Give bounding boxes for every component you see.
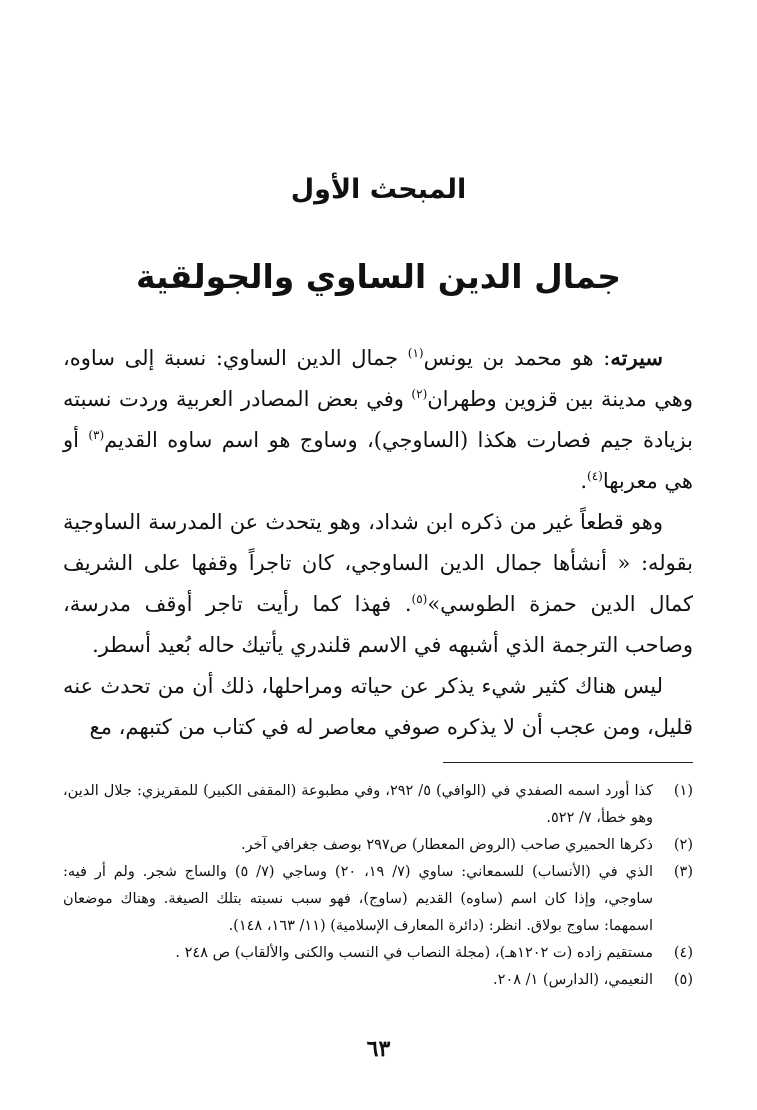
footnote-item	[63, 778, 693, 832]
chapter-title: جمال الدين الساوي والجولقية	[136, 257, 621, 296]
paragraph-biography	[63, 337, 693, 502]
footnote-text: النعيمي، (الدارس) ١/ ٢٠٨.	[493, 972, 653, 988]
text-segment: وفي بعض المصادر العربية وردت نسبته بزيادة جيم فصارت هكذا (الساوجي)، وساوج هو اسم ساوه القديم	[63, 387, 693, 452]
footnote-text: كذا أورد اسمه الصفدي في (الوافي) ٥/ ٢٩٢، وفي مطبوعة (المقفى الكبير) للمقريزي: جلال الدين، وهو خطأ، ٧/ ٥٢٢.	[63, 783, 653, 826]
footnote-number: (١)	[673, 783, 693, 799]
footnote-ref-1: (١)	[407, 346, 424, 360]
text-segment: .	[580, 469, 588, 493]
footnote-ref-2: (٢)	[411, 387, 428, 401]
section-title: المبحث الأول	[290, 174, 467, 205]
page-number: ٦٣	[366, 1036, 391, 1062]
footnote-ref-5: (٥)	[411, 592, 428, 606]
main-text	[63, 337, 693, 748]
footnote-number: (٥)	[673, 972, 693, 988]
text-segment: جمال الدين الساوي: نسبة إلى ساوه، وهي مدينة بين قزوين وطهران	[63, 346, 693, 411]
footnotes	[63, 778, 693, 994]
paragraph-life: ليس هناك كثير شيء يذكر عن حياته ومراحلها، ذلك أن من تحدث عنه قليل، ومن عجب أن لا يذكره صوفي معاصر له في كتاب من كتبهم، مع	[63, 674, 693, 739]
footnote-item	[63, 940, 693, 967]
footnote-number: (٣)	[673, 864, 693, 880]
text-segment: . فهذا كما رأيت تاجر أوقف مدرسة، وصاحب الترجمة الذي أشبهه في الاسم قلندري يأتيك حاله بُعيد أسطر.	[63, 592, 693, 657]
text-segment: أو هي معربها	[63, 428, 693, 493]
footnote-divider	[443, 762, 693, 763]
footnote-item	[63, 859, 693, 940]
paragraph-madrasa	[63, 502, 693, 666]
footnote-item	[63, 967, 693, 994]
footnote-text: الذي في (الأنساب) للسمعاني: ساوي (٧/ ١٩، ٢٠) وساجي (٧/ ٥) والساج شجر. ولم أر فيه: ساوجي، وإذا كان اسم (ساوه) القديم (ساوج)، فهو سبب نسبته بتلك الصيغة. وهناك موضعان اسمهما: ساوج بولاق. انظر: (دائرة المعارف الإسلامية) (١١/ ١٦٣، ١٤٨).	[63, 864, 653, 934]
text-segment: : هو محمد بن يونس	[423, 346, 611, 370]
footnote-ref-3: (٣)	[88, 428, 105, 442]
footnote-item	[63, 832, 693, 859]
text-segment: وهو قطعاً غير من ذكره ابن شداد، وهو يتحدث عن المدرسة الساوجية بقوله: « أنشأها جمال الدين الساوجي، كان تاجراً وقفها على الشريف كمال الدين حمزة الطوسي»	[63, 510, 694, 616]
footnote-number: (٤)	[673, 945, 693, 961]
paragraph-lead-word: سيرته	[610, 345, 663, 370]
footnote-text: ذكرها الحميري صاحب (الروض المعطار) ص٢٩٧ بوصف جغرافي آخر.	[241, 837, 653, 853]
footnote-text: مستقيم زاده (ت ١٢٠٢هـ)، (مجلة النصاب في النسب والكنى والألقاب) ص ٢٤٨ .	[175, 945, 653, 961]
footnote-ref-4: (٤)	[587, 469, 603, 483]
footnote-number: (٢)	[673, 837, 693, 853]
